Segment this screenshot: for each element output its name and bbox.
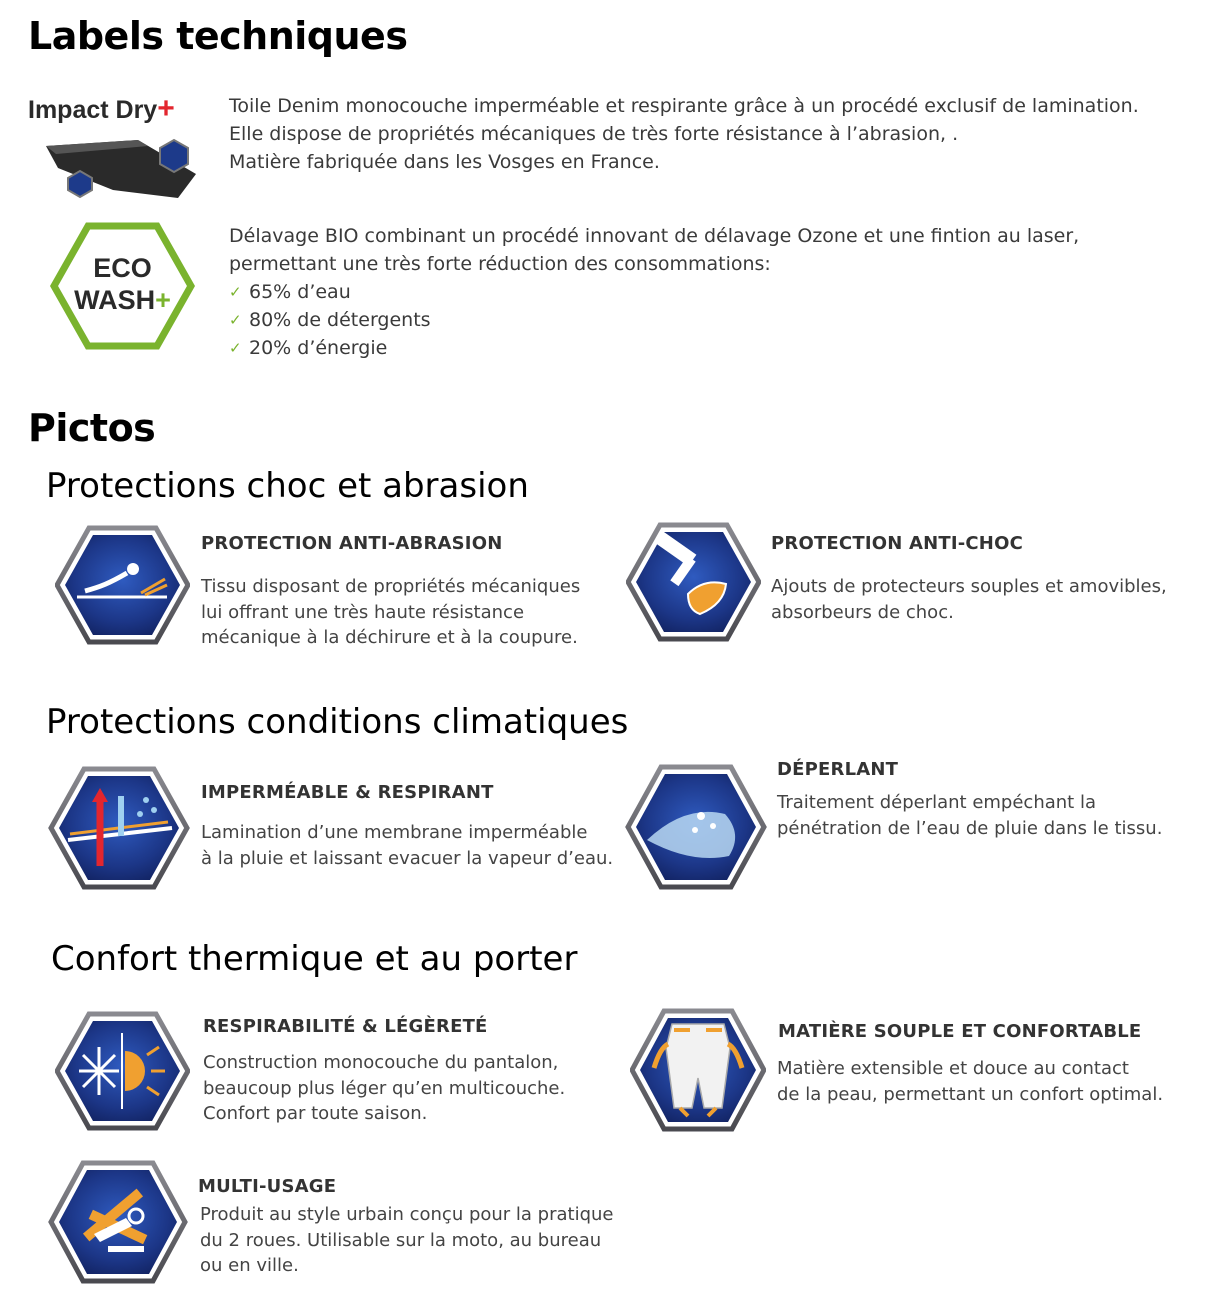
check-icon: ✓: [229, 283, 242, 301]
picto-description: Ajouts de protecteurs souples et amovibles, absorbeurs de choc.: [771, 576, 1167, 623]
picto-description: Tissu disposant de propriétés mécaniques lui offrant une très haute résistance mécanique à la déchirure et à la coupure.: [201, 576, 581, 648]
impact-dry-logo-text: Impact Dry: [28, 96, 158, 124]
picto-description: Matière extensible et douce au contact de la peau, permettant un confort optimal.: [777, 1058, 1164, 1105]
impact-dry-line: Toile Denim monocouche imperméable et respirante grâce à un procédé exclusif de lamination.: [229, 95, 1139, 117]
impact-dry-description: [229, 92, 1139, 176]
impact-dry-line: Matière fabriquée dans les Vosges en France.: [229, 151, 660, 173]
fabric-swatch-icon: [28, 128, 203, 206]
eco-wash-line: permettant une très forte réduction des consommations:: [229, 253, 771, 275]
eco-wash-bullet-list: [229, 278, 1079, 362]
eco-wash-line: Délavage BIO combinant un procédé innovant de délavage Ozone et une fintion au laser,: [229, 225, 1080, 247]
eco-wash-logo-line2: WASH: [74, 285, 156, 315]
eco-wash-plus: +: [155, 285, 171, 315]
multi-use-icon: [48, 1160, 188, 1284]
waterproof-breathable-icon: [48, 766, 190, 890]
picto-description: Traitement déperlant empéchant la pénétration de l’eau de pluie dans le tissu.: [777, 792, 1163, 839]
picto-title: MATIÈRE SOUPLE ET CONFORTABLE: [778, 1021, 1142, 1042]
picto-title: DÉPERLANT: [777, 759, 899, 780]
impact-dry-line: Elle dispose de propriétés mécaniques de très forte résistance à l’abrasion, .: [229, 123, 959, 145]
picto-title: IMPERMÉABLE & RESPIRANT: [201, 782, 494, 803]
check-icon: ✓: [229, 339, 242, 357]
group-title: Protections conditions climatiques: [46, 702, 629, 742]
eco-wash-logo: [50, 222, 195, 350]
anti-shock-icon: [626, 522, 761, 642]
picto-description: Construction monocouche du pantalon, beaucoup plus léger qu’en multicouche. Confort par toute saison.: [203, 1052, 566, 1124]
water-repellent-icon: [625, 764, 767, 890]
check-icon: ✓: [229, 311, 242, 329]
picto-title: MULTI-USAGE: [198, 1176, 337, 1197]
list-item: ✓ 65% d’eau: [229, 278, 1079, 306]
picto-title: RESPIRABILITÉ & LÉGÈRETÉ: [203, 1016, 488, 1037]
list-item: ✓ 20% d’énergie: [229, 334, 1079, 362]
impact-dry-plus: +: [157, 92, 175, 125]
picto-title: PROTECTION ANTI-ABRASION: [201, 533, 503, 554]
picto-description: Lamination d’une membrane imperméable à la pluie et laissant evacuer la vapeur d’eau.: [201, 822, 614, 869]
list-item: ✓ 80% de détergents: [229, 306, 1079, 334]
impact-dry-logo: [28, 92, 208, 204]
eco-wash-logo-line1: ECO: [93, 253, 152, 283]
group-title: Protections choc et abrasion: [46, 466, 529, 506]
group-title: Confort thermique et au porter: [51, 939, 578, 979]
anti-abrasion-icon: [55, 525, 190, 645]
section-title-pictos: Pictos: [28, 406, 156, 450]
breathability-lightness-icon: [55, 1011, 190, 1131]
section-title-labels: Labels techniques: [28, 14, 408, 58]
flexible-comfort-icon: [630, 1008, 766, 1132]
picto-description: Produit au style urbain conçu pour la pratique du 2 roues. Utilisable sur la moto, au bureau ou en ville.: [200, 1204, 614, 1276]
picto-title: PROTECTION ANTI-CHOC: [771, 533, 1023, 554]
eco-wash-description: [229, 222, 1079, 362]
